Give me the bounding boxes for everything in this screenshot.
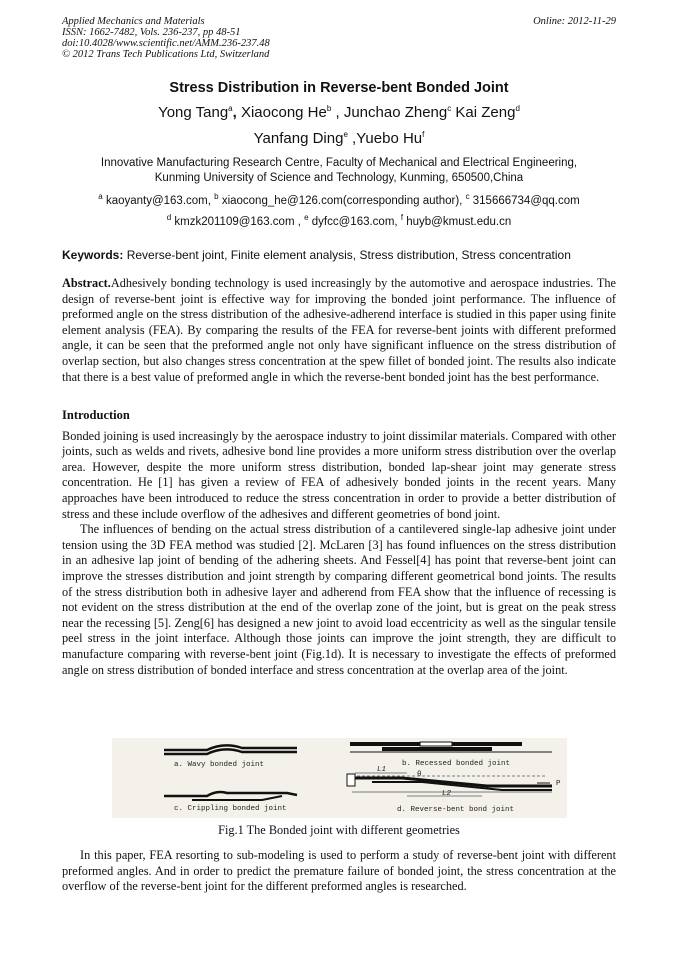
- abstract-label: Abstract.: [62, 276, 111, 290]
- crippling-joint-sketch: [164, 792, 297, 800]
- authors-line2: Yanfang Ding$^e$ ,Yuebo Hu$^f$: [253, 130, 425, 147]
- online-date: Online: 2012-11-29: [533, 16, 616, 27]
- journal-header: [62, 16, 270, 60]
- emails-line2: $^d$ kmzk201109@163.com , $^e$ dyfcc@163.com, $^f$ huyb@kmust.edu.cn: [166, 213, 512, 228]
- doi: doi:10.4028/www.scientific.net/AMM.236-237.48: [62, 38, 270, 49]
- author-name: Yuebo Hu: [356, 130, 423, 147]
- issn: ISSN: 1662-7482, Vols. 236-237, pp 48-51: [62, 27, 241, 38]
- copyright: © 2012 Trans Tech Publications Ltd, Switzerland: [62, 49, 270, 60]
- keywords-text: Reverse-bent joint, Finite element analysis, Stress distribution, Stress concentration: [126, 248, 571, 262]
- label-d: d. Reverse-bent bond joint: [397, 806, 515, 814]
- figure-1: [112, 738, 567, 818]
- intro-paragraph-3: In this paper, FEA resorting to sub-modeling is used to perform a study of reverse-bent joint with different preformed angles. And in order to predict the premature failure of bonded joint, the stress concentration at the overflow of the reverse-bent joint for the different preformed angles is researched.: [62, 848, 616, 894]
- recessed-joint-sketch: [350, 742, 552, 752]
- keywords-label: Keywords:: [62, 248, 124, 262]
- wavy-joint-sketch: [164, 745, 297, 754]
- email-a[interactable]: kaoyanty@163.com,: [105, 194, 211, 207]
- email-c[interactable]: 315666734@qq.com: [472, 194, 580, 207]
- label-L2: L2: [442, 790, 452, 798]
- section-heading: Introduction: [62, 408, 130, 422]
- email-e[interactable]: dyfcc@163.com,: [311, 215, 398, 228]
- email-d[interactable]: kmzk201109@163.com ,: [174, 215, 301, 228]
- emails-line1: $^a$ kaoyanty@163.com, $^b$ xiaocong_he@126.com(corresponding author), $^c$ 315666734@qq.com: [98, 192, 580, 207]
- introduction-section: [62, 408, 616, 678]
- figure-1-drawing: [112, 738, 567, 818]
- intro-paragraph-3-wrap: [62, 848, 616, 895]
- author-name: Yong Tang: [158, 104, 229, 121]
- affiliation: Innovative Manufacturing Research Centre, Faculty of Mechanical and Electrical Engineering, Kunming University of Science and Technology, Kunming, 650500,China: [100, 157, 578, 184]
- email-b[interactable]: xiaocong_he@126.com(corresponding author),: [221, 194, 463, 207]
- abstract-text: Adhesively bonding technology is used increasingly by the automotive and aerospace industries. The design of reverse-bent joint is effective way for improving the bonded joint performance. The influence of preformed angle on the stress distribution of the adhesive-adherend interface is studied in this paper using finite element analysis (FEA). By comparing the results of the FEA for reverse-bent joints with different preformed angle, it can be seen that the preformed angle not only have significant influence on the stress distribution of overlap section, but also changes stress concentration at the spew fillet of bonded joint. The results also indicate that there is a best value of preformed angle in which the reverse-bent bonded joint has the best performance.: [62, 276, 616, 384]
- keywords: [62, 248, 616, 262]
- label-L1: L1: [377, 766, 387, 774]
- label-P: P: [556, 780, 561, 788]
- intro-paragraph-2: The influences of bending on the actual stress distribution of a cantilevered single-lap adhesive joint under tension using the 3D FEA method was studied [2]. McLaren [3] has found influences on the stress distribution in an adhesive lap joint of bending of the adhering sheets. And Fessel[4] has point that reverse-bent joint can improve the stresses distribution and joint strength by comparing different geometrical bond joints. The results of the stress distribution both in adhesive layer and adherend from FEA show that the influence of recessing is not evident on the stress distribution at the end of the overlap zone of the joint, but is great on the peak stress near the recessing [5]. Zeng[6] has designed a new joint to avoid load eccentricity as well as the singular tensile peel stress in the joint interface. Although those joints can improve the joint strength, they are difficult to manufacture comparing with reverse-bent joint (Fig.1d). It is necessary to investigate the effects of preformed angle on stress distribution of bonded interface and stress concentration at the overlap area of the joint.: [62, 522, 616, 677]
- label-c: c. Crippling bonded joint: [174, 805, 287, 813]
- label-theta: θ: [417, 771, 422, 779]
- intro-paragraph-1: Bonded joining is used increasingly by the aerospace industry to joint dissimilar materials. Compared with other joints, such as welds and rivets, adhesive bond line provides a more uniform stress distribution over the overlap area. However, despite the more uniform stress distribution, bonded lap-shear joint may generate stress concentration. He [1] has given a review of FEA of adhesively bonded joints in the recent years. Many approaches have been introduced to reduce the stress concentration in order to provide a better distribution of stress and these include overflow of the adhesives and different geometries of bond joint.: [62, 428, 616, 521]
- author-name: Yanfang Ding: [253, 130, 344, 147]
- paper-title: Stress Distribution in Reverse-bent Bonded Joint: [169, 80, 509, 96]
- email-f[interactable]: huyb@kmust.edu.cn: [406, 215, 512, 228]
- abstract: [62, 276, 616, 385]
- label-b: b. Recessed bonded joint: [402, 760, 511, 768]
- author-name: Kai Zeng: [455, 104, 516, 121]
- authors-line1: Yong Tang$^a$, Xiaocong He$^b$ , Junchao Zheng$^c$ Kai Zeng$^d$: [158, 104, 520, 121]
- figure-caption: Fig.1 The Bonded joint with different geometries: [218, 823, 460, 837]
- label-a: a. Wavy bonded joint: [174, 761, 265, 769]
- author-name: Junchao Zheng: [343, 104, 448, 121]
- journal-name: Applied Mechanics and Materials: [62, 16, 205, 27]
- author-name: Xiaocong He: [240, 104, 327, 121]
